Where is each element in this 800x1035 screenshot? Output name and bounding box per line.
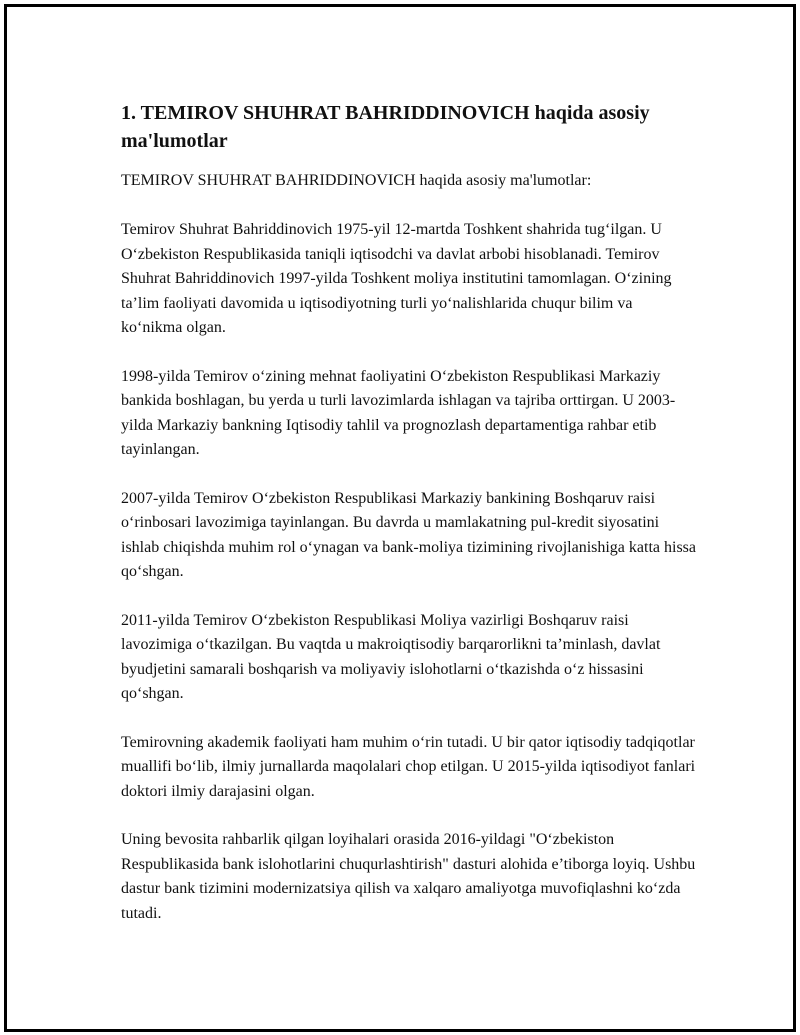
- paragraph-ministry-finance: 2011-yilda Temirov O‘zbekiston Respublikasi Moliya vazirligi Boshqaruv raisi lavozimiga o‘tkazilgan. Bu vaqtda u makroiqtisodiy barqarorlikni ta’minlash, davlat byudjetini samarali boshqarish va moliyaviy islohotlarni o‘tkazishda o‘z hissasini qo‘shgan.: [121, 611, 661, 702]
- paragraph-central-bank-start: 1998-yilda Temirov o‘zining mehnat faoliyatini O‘zbekiston Respublikasi Markaziy bankida boshlagan, bu yerda u turli lavozimlarda ishlagan va tajriba orttirgan. U 2003-yilda Markaziy bankning Iqtisodiy tahlil va prognozlash departamentiga rahbar etib tayinlangan.: [121, 367, 676, 458]
- document-body: [121, 99, 696, 950]
- intro-line: TEMIROV SHUHRAT BAHRIDDINOVICH haqida asosiy ma'lumotlar:: [121, 172, 592, 189]
- paragraph-projects: Uning bevosita rahbarlik qilgan loyihalari orasida 2016-yildagi "O‘zbekiston Respublikasida bank islohotlarini chuqurlashtirish" dasturi alohida e’tiborga loyiq. Ushbu dastur bank tizimini modernizatsiya qilish va xalqaro amaliyotga muvofiqlashni ko‘zda tutadi.: [121, 831, 696, 922]
- paragraph-birth-education: Temirov Shuhrat Bahriddinovich 1975-yil 12-martda Toshkent shahrida tug‘ilgan. U O‘zbekiston Respublikasida taniqli iqtisodchi va davlat arbobi hisoblanadi. Temirov Shuhrat Bahriddinovich 1997-yilda Toshkent moliya institutini tamomlagan. O‘zining ta’lim faoliyati davomida u iqtisodiyotning turli yo‘nalishlarida chuqur bilim va ko‘nikma olgan.: [121, 221, 672, 336]
- document-page: [4, 4, 796, 1032]
- paragraph-academic: Temirovning akademik faoliyati ham muhim o‘rin tutadi. U bir qator iqtisodiy tadqiqotlar muallifi bo‘lib, ilmiy jurnallarda maqolalari chop etilgan. U 2015-yilda iqtisodiyot fanlari doktori ilmiy darajasini olgan.: [121, 733, 696, 800]
- paragraph-deputy-chairman: 2007-yilda Temirov O‘zbekiston Respublikasi Markaziy bankining Boshqaruv raisi o‘rinbosari lavozimiga tayinlangan. Bu davrda u mamlakatning pul-kredit siyosatini ishlab chiqishda muhim rol o‘ynagan va bank-moliya tizimining rivojlanishiga katta hissa qo‘shgan.: [121, 489, 696, 580]
- document-title: 1. TEMIROV SHUHRAT BAHRIDDINOVICH haqida asosiy ma'lumotlar: [121, 102, 650, 152]
